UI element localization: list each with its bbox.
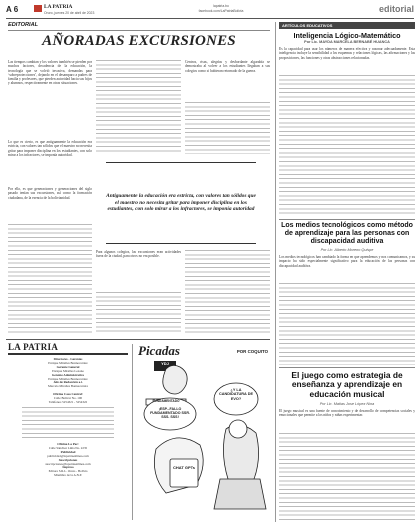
cartoon-ribbon: FUNDAMENTADO — [152, 399, 180, 403]
editorial-body-text — [185, 102, 270, 154]
column-divider — [275, 22, 276, 522]
editor-label: Jefe de Redacción a.i. — [53, 380, 83, 385]
pull-quote: Antiguamente la educación era estricta, con valores tan sólidos que el maestro no necesita gritar para imponer disciplina en los estudiantes, con solo mirar a los infractores, se imponía autoridad — [106, 192, 256, 213]
ads-email[interactable]: publicidad@lapatriaenlinea.com — [47, 453, 89, 458]
article-3-lead: El juego musical es una fuente de conocimiento y de desarrollo de competencias sociales y emocionales que permite a los niños y niñas experimentar. — [279, 409, 415, 418]
staff-details-text — [22, 407, 114, 441]
editorial-paragraph-4: Para algunos colegios, las excursiones eran actividades fuera de la ciudad, para otros no era posible. — [96, 250, 181, 259]
office-phones: Teléfonos 5254321 - 5254322 — [48, 400, 88, 405]
section-name: editorial — [378, 4, 414, 14]
website[interactable]: lapatria.bo — [213, 4, 229, 8]
article-3-body-text — [279, 433, 415, 521]
column-divider — [132, 344, 133, 520]
manager-name: Enrique Miralles Lozano — [52, 368, 84, 373]
article-rule — [279, 219, 415, 220]
editorial-label: EDITORIAL — [8, 22, 39, 28]
page-header — [6, 4, 414, 17]
staff-rule — [8, 353, 128, 355]
editorial-paragraph-2: Lo que es cierto, es que antiguamente la educación era estricta, con valores tan sólidos que el maestro no necesita gritar para imponer disciplina en los estudiantes, con solo mirar a los infractores, se imponía autoridad. — [8, 140, 92, 157]
cartoon-byline: POR COQUITO — [236, 349, 268, 354]
article-3-title: El juego como estrategia de enseñanza y aprendizaje en educación musical — [291, 370, 403, 399]
article-3-byline: Por Lic. Matias Jose López Nina — [319, 402, 375, 406]
article-2-lead: Los medios tecnológicos han cambiado la forma en que aprendemos y nos comunicamos, y su impacto ha sido especialmente significativo para la educación de las personas con discapacidad auditiva. — [279, 255, 415, 268]
social-link[interactable]: facebook.com/LaPatriaBolivia — [198, 9, 244, 13]
central-office-address: Calle Bolívar No. 100 — [53, 396, 83, 401]
article-1-title: Inteligencia Lógico-Matemático — [293, 31, 401, 40]
admin-label: Gerente Administrativo — [51, 372, 85, 377]
cartoon-speech-bubble: ¡ESP...FALLO FUNDAMENTADO SSR. SSS. SSS! — [150, 407, 190, 420]
editorial-paragraph-3: Por ello, es que generaciones y generaciones del siglo pasado tenían sus excursiones, así como la formación ciudadana, de la esencia de la bolivianidad. — [8, 187, 92, 200]
editorial-body-text — [96, 292, 181, 334]
article-1-byline: Por Lic. MAYDA MARCELA BERNABÉ HUANCA — [304, 40, 390, 44]
article-2-title: Los medios tecnológicos como método de aprendizaje para las personas con discapacidad auditiva — [281, 222, 413, 245]
article-1-body-text — [279, 75, 415, 217]
editorial-title: AÑORADAS EXCURSIONES — [42, 33, 236, 49]
editorial-paragraph-5: Centros, risas, alegrías y desbordante algarabía se demostraba al volver a los estudiantes llegaban a sus colegios como si hubieran retornado de la guerra. — [185, 60, 270, 73]
pull-quote-box — [106, 162, 256, 244]
staff-box — [8, 342, 128, 522]
issue-date: Oruro, jueves 20 de abril de 2023 — [44, 11, 95, 15]
cartoon-drawing — [136, 359, 270, 521]
cartoon-sign: CHAT GPTs — [172, 465, 196, 470]
section-rule — [6, 339, 270, 340]
membership: Miembro de la A.N.P. — [54, 473, 82, 478]
cartoon-brand: Picadas — [138, 343, 180, 358]
admin-name: Enrique Miralles Bonnecarrère — [48, 376, 88, 381]
page-number: A 6 — [6, 5, 19, 14]
printer-info: Editora S.R.L. Oruro - Bolivia — [48, 469, 88, 474]
cartoon-tag: YDJ — [161, 361, 169, 366]
articles-band: ARTÍCULOS EDUCATIVOS — [279, 22, 415, 29]
directors-names: Enrique Miralles Bonnecarrère — [48, 360, 88, 365]
directors-label: Directores - Gerentes — [53, 357, 83, 361]
editor-name: Marcelo Miralles Bonnecarrère — [47, 384, 88, 389]
subscriptions-email[interactable]: suscripciones@lapatriaenlinea.com — [45, 461, 91, 466]
masthead: LA PATRIA — [44, 4, 73, 10]
article-1-lead: Es la capacidad para usar los números de manera efectiva y razonar adecuadamente. Esta inteligencia incluye la sensibilidad a los esquemas y relaciones lógicas, las afirmaciones y las proposiciones, las funciones y otras abstracciones relacionadas. — [279, 47, 415, 60]
lapaz-office-address: Calle Sánchez Lima No. 2235 — [48, 445, 88, 450]
logo-mark-icon — [34, 5, 42, 12]
ads-label: Publicidad — [60, 449, 76, 454]
editorial-rule — [8, 30, 270, 31]
staff-masthead: LA PATRIA — [8, 342, 59, 352]
lapaz-office-label: Oficina La Paz: — [57, 441, 79, 446]
article-2-byline: Por Lic. Alberto Moreno Quispe — [320, 248, 374, 252]
editorial-body-text — [96, 60, 181, 154]
article-rule — [279, 367, 415, 368]
editorial-lead: Las tiempos cambian y los valores también se pierden por muchos factores, decadencia de la educación, la tecnología que se volvió invasiva, demandas para ‘sobreprotecciones’, dejando en el desamparo a padres de familia y profesores, que pierden autoridad hacia sus hijos y alumnos, respectivamente en otras situaciones. — [8, 60, 92, 86]
manager-label: Gerente General — [56, 364, 80, 369]
cartoon-speech-bubble: ¿Y LA CANDIDATURA DE EVO? — [219, 388, 253, 401]
editorial-body-text — [185, 250, 270, 334]
article-2-body-text — [279, 283, 415, 365]
editorial-body-text — [8, 224, 92, 334]
cartoon-panel — [136, 343, 270, 523]
subscriptions-label: Suscripciones — [58, 457, 78, 462]
header-rule — [6, 18, 414, 19]
central-office-label: Oficina Casa Central: — [53, 392, 83, 397]
print-label: Impreso — [62, 465, 74, 470]
